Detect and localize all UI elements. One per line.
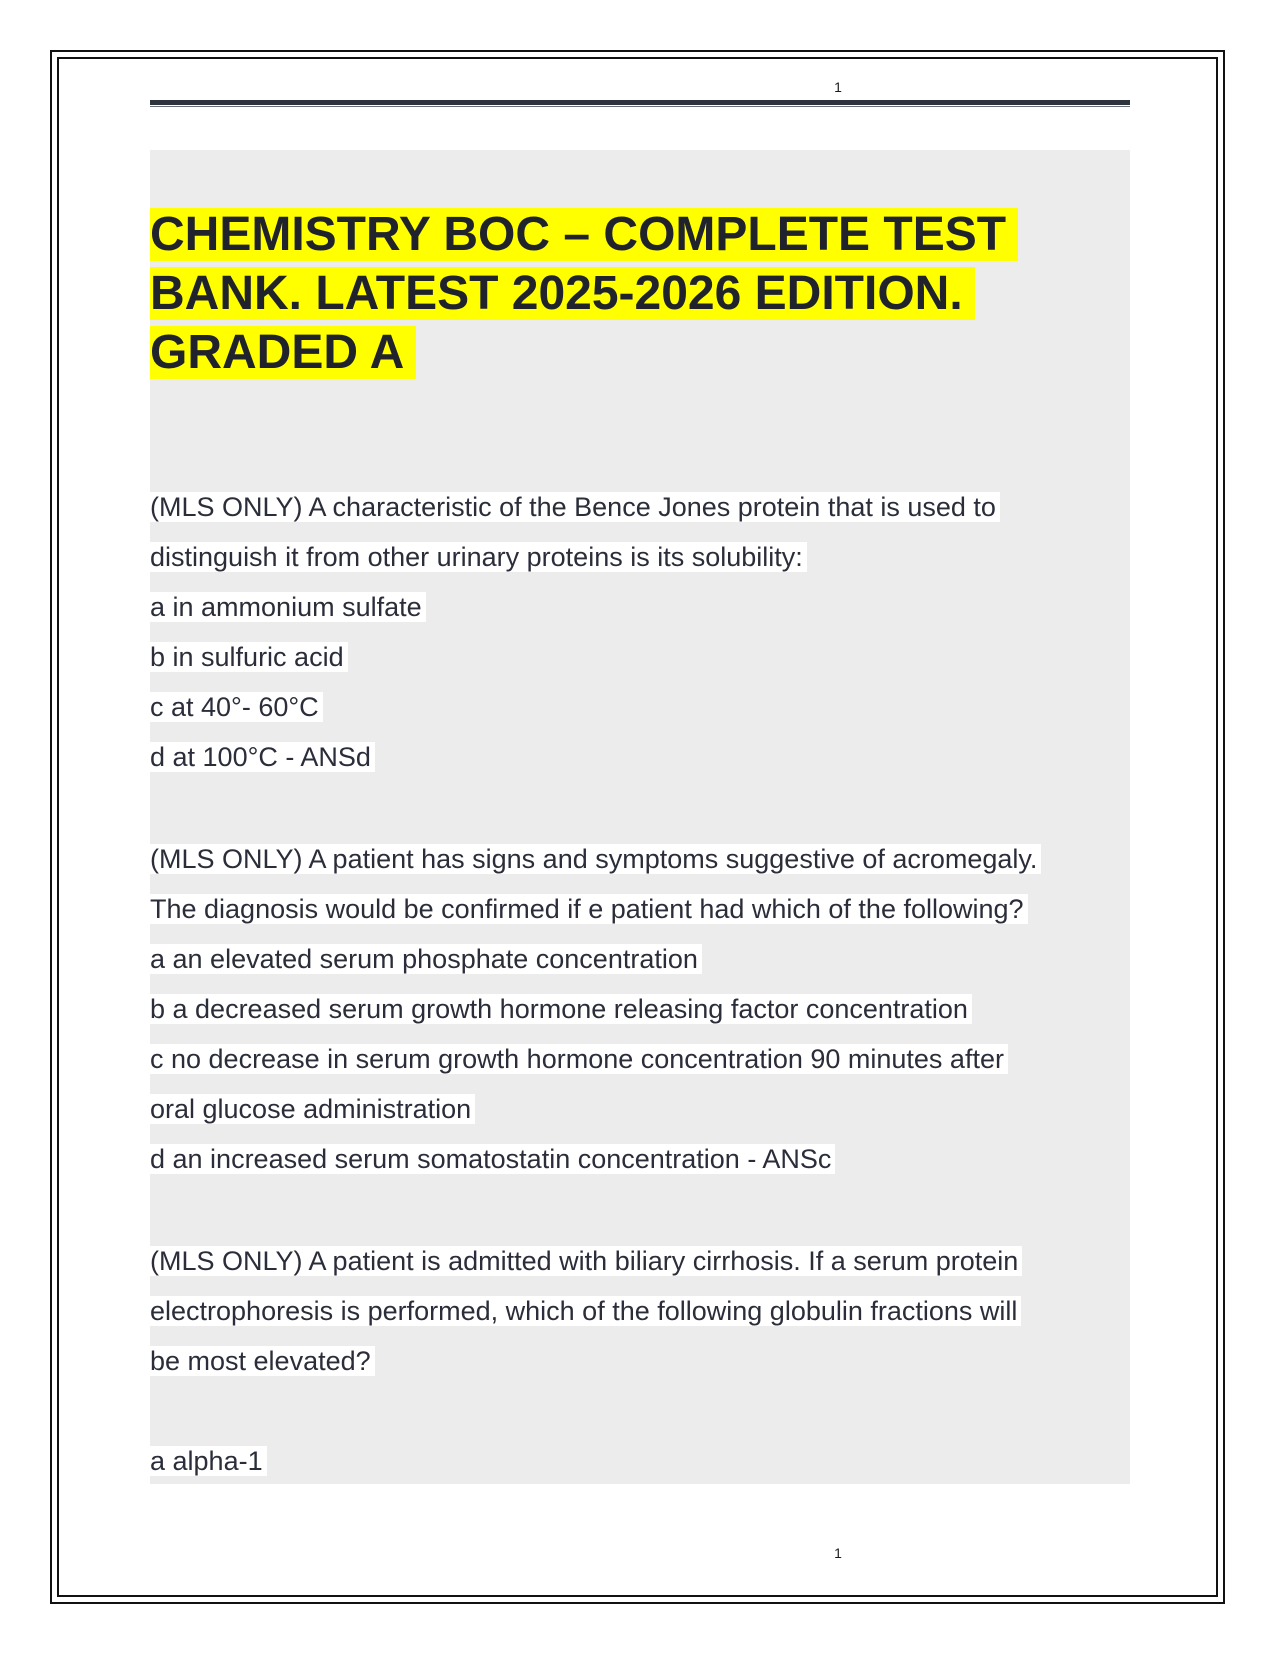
- document-title: [150, 205, 1130, 382]
- header-rule-thin: [150, 106, 1130, 107]
- question-3-text-line-1: (MLS ONLY) A patient is admitted with biliary cirrhosis. If a serum protein: [150, 1243, 1022, 1279]
- question-1-option-b: b in sulfuric acid: [150, 639, 348, 675]
- question-2-text-line-2: The diagnosis would be confirmed if e patient had which of the following?: [150, 891, 1028, 927]
- header-rule: [150, 100, 1130, 105]
- footer-page-number: 1: [834, 1545, 842, 1561]
- question-2-option-c-line-1: c no decrease in serum growth hormone concentration 90 minutes after: [150, 1041, 1008, 1077]
- question-1-text-line-2: distinguish it from other urinary proteins is its solubility:: [150, 539, 807, 575]
- header-page-number: 1: [834, 79, 842, 95]
- question-3-text-line-2: electrophoresis is performed, which of the following globulin fractions will: [150, 1293, 1021, 1329]
- title-line-1: CHEMISTRY BOC – COMPLETE TEST: [150, 208, 1018, 261]
- question-1-text-line-1: (MLS ONLY) A characteristic of the Bence Jones protein that is used to: [150, 489, 1000, 525]
- question-2-option-c-line-2: oral glucose administration: [150, 1091, 475, 1127]
- question-2-option-a: a an elevated serum phosphate concentration: [150, 941, 702, 977]
- title-line-2: BANK. LATEST 2025-2026 EDITION.: [150, 267, 975, 320]
- question-2-text-line-1: (MLS ONLY) A patient has signs and symptoms suggestive of acromegaly.: [150, 841, 1041, 877]
- question-2-option-d: d an increased serum somatostatin concentration - ANSc: [150, 1141, 835, 1177]
- question-1-option-d: d at 100°C - ANSd: [150, 739, 375, 775]
- question-1-option-c: c at 40°- 60°C: [150, 689, 323, 725]
- question-1-option-a: a in ammonium sulfate: [150, 589, 426, 625]
- question-3-option-a: a alpha-1: [150, 1443, 267, 1479]
- question-3-text-line-3: be most elevated?: [150, 1343, 375, 1379]
- title-line-3: GRADED A: [150, 326, 416, 379]
- question-2-option-b: b a decreased serum growth hormone releasing factor concentration: [150, 991, 972, 1027]
